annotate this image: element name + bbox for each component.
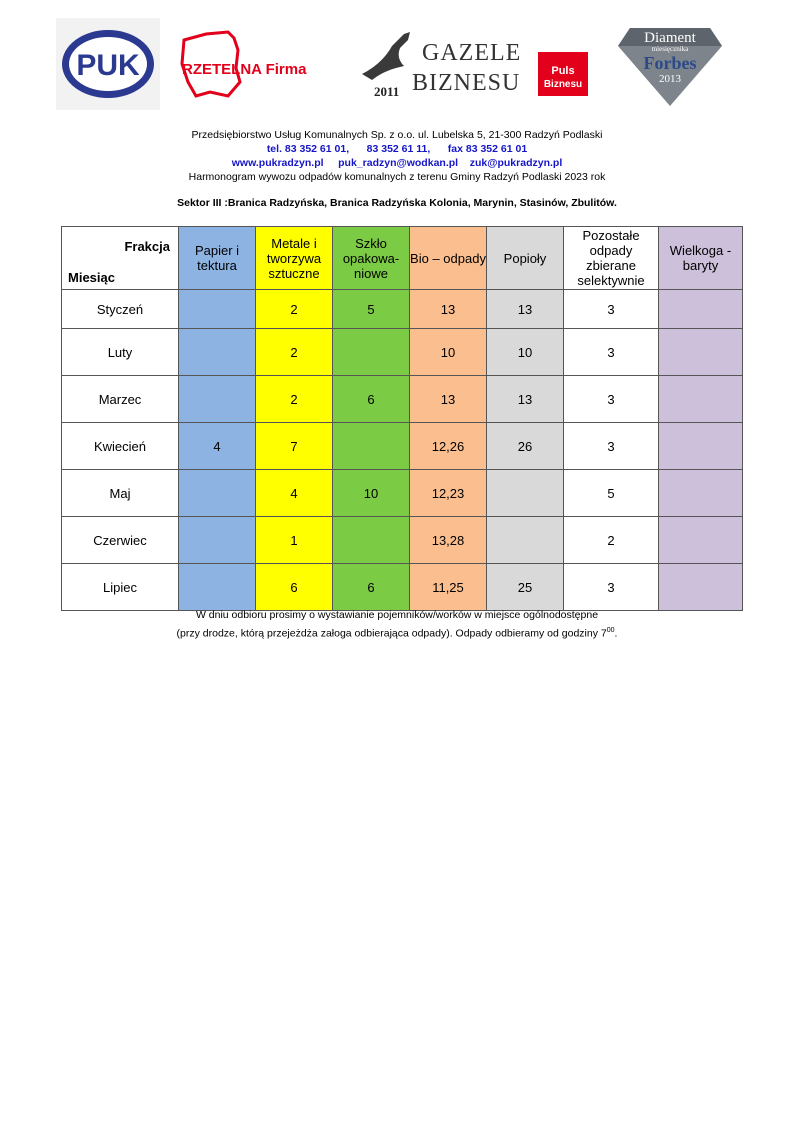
cell-ash: [487, 517, 564, 564]
table-row: [62, 290, 743, 329]
column-header-paper: Papier i tektura: [179, 227, 256, 290]
puls-text-2: Biznesu: [543, 79, 583, 90]
column-header-glass: Szkło opakowa-niowe: [333, 227, 410, 290]
column-header-other-selective: Pozostałe odpady zbierane selektywnie: [564, 227, 659, 290]
cell-other-selective: 3: [564, 376, 659, 423]
column-header-metal-plastic: Metale i tworzywa sztuczne: [256, 227, 333, 290]
footer-line-1: W dniu odbioru prosimy o wystawianie pojemników/worków w miejsce ogólnodostępne: [195, 609, 599, 621]
cell-metal-plastic: 2: [256, 329, 333, 376]
forbes-diament-logo: [616, 24, 724, 108]
table-row: [62, 376, 743, 423]
cell-metal-plastic: 1: [256, 517, 333, 564]
footer-line-2: [0, 623, 794, 642]
puk-logo-text: PUK: [76, 49, 140, 82]
cell-other-selective: 3: [564, 290, 659, 329]
cell-ash: 13: [487, 290, 564, 329]
footer-line-2-text: (przy drodze, którą przejeżdża załoga odbierająca odpady). Odpady odbieramy od godziny 7: [176, 627, 607, 640]
month-label: Miesiąc: [68, 270, 115, 285]
column-header-ash: Popioły: [487, 227, 564, 290]
month-cell: Luty: [62, 329, 179, 376]
cell-ash: [487, 470, 564, 517]
company-header: [0, 128, 794, 184]
month-cell: Maj: [62, 470, 179, 517]
cell-paper: [179, 329, 256, 376]
fraction-label: Frakcja: [124, 239, 170, 254]
cell-bulky: [659, 470, 743, 517]
puk-logo: [56, 18, 160, 110]
cell-bulky: [659, 329, 743, 376]
table-header-row: [62, 227, 743, 290]
cell-other-selective: 3: [564, 329, 659, 376]
month-cell: Marzec: [62, 376, 179, 423]
cell-paper: [179, 517, 256, 564]
footer-hour-sup: 00: [606, 627, 615, 634]
sector-title: Sektor III :Branica Radzyńska, Branica Radzyńska Kolonia, Marynin, Stasinów, Zbulitów.: [177, 197, 617, 209]
gazele-biznesu-logo: [352, 24, 594, 104]
table-row: [62, 329, 743, 376]
schedule-title: Harmonogram wywozu odpadów komunalnych z terenu Gminy Radzyń Podlaski 2023 rok: [188, 171, 606, 183]
table-corner-cell: [62, 227, 179, 290]
collection-schedule-table: [61, 226, 743, 611]
cell-bio: 13: [410, 376, 487, 423]
cell-glass: 5: [333, 290, 410, 329]
cell-metal-plastic: 6: [256, 564, 333, 611]
month-cell: Kwiecień: [62, 423, 179, 470]
cell-glass: [333, 329, 410, 376]
cell-bio: 12,23: [410, 470, 487, 517]
cell-bulky: [659, 423, 743, 470]
cell-bio: 13: [410, 290, 487, 329]
company-phones: tel. 83 352 61 01, 83 352 61 11, fax 83 352 61 01: [266, 143, 528, 155]
cell-glass: 6: [333, 376, 410, 423]
cell-metal-plastic: 2: [256, 376, 333, 423]
cell-metal-plastic: 7: [256, 423, 333, 470]
gazele-title-1: GAZELE: [422, 40, 522, 66]
cell-glass: 10: [333, 470, 410, 517]
gazele-year: 2011: [374, 84, 400, 99]
cell-ash: 25: [487, 564, 564, 611]
forbes-text-3: Forbes: [643, 53, 697, 73]
rzetelna-firma-logo: [176, 20, 326, 110]
cell-ash: 26: [487, 423, 564, 470]
table-row: [62, 423, 743, 470]
rzetelna-text: RZETELNA Firma: [182, 61, 307, 78]
cell-other-selective: 3: [564, 564, 659, 611]
cell-bio: 12,26: [410, 423, 487, 470]
cell-bio: 11,25: [410, 564, 487, 611]
forbes-text-1: Diament: [644, 30, 696, 46]
cell-bulky: [659, 290, 743, 329]
cell-bio: 13,28: [410, 517, 487, 564]
cell-bio: 10: [410, 329, 487, 376]
table-row: [62, 564, 743, 611]
cell-other-selective: 5: [564, 470, 659, 517]
forbes-text-2: miesięcznika: [651, 45, 689, 53]
cell-ash: 10: [487, 329, 564, 376]
cell-bulky: [659, 376, 743, 423]
table-row: [62, 470, 743, 517]
cell-paper: [179, 564, 256, 611]
cell-other-selective: 2: [564, 517, 659, 564]
cell-glass: 6: [333, 564, 410, 611]
forbes-text-4: 2013: [659, 73, 681, 85]
cell-glass: [333, 517, 410, 564]
cell-paper: [179, 290, 256, 329]
cell-ash: 13: [487, 376, 564, 423]
cell-bulky: [659, 564, 743, 611]
cell-paper: [179, 470, 256, 517]
table-row: [62, 517, 743, 564]
column-header-bulky: Wielkoga - baryty: [659, 227, 743, 290]
cell-metal-plastic: 4: [256, 470, 333, 517]
footer-note: [0, 608, 794, 642]
company-web-email: www.pukradzyn.pl puk_radzyn@wodkan.pl zuk@pukradzyn.pl: [231, 157, 563, 169]
puls-text-1: Puls: [551, 65, 575, 77]
month-cell: Styczeń: [62, 290, 179, 329]
cell-paper: 4: [179, 423, 256, 470]
cell-paper: [179, 376, 256, 423]
cell-metal-plastic: 2: [256, 290, 333, 329]
footer-line-2-end: .: [614, 627, 618, 640]
company-address: Przedsiębiorstwo Usług Komunalnych Sp. z o.o. ul. Lubelska 5, 21-300 Radzyń Podlaski: [191, 129, 603, 141]
column-header-bio: Bio – odpady: [410, 227, 487, 290]
logo-bar: [0, 22, 794, 112]
month-cell: Czerwiec: [62, 517, 179, 564]
cell-other-selective: 3: [564, 423, 659, 470]
gazele-title-2: BIZNESU: [412, 70, 521, 96]
month-cell: Lipiec: [62, 564, 179, 611]
cell-bulky: [659, 517, 743, 564]
cell-glass: [333, 423, 410, 470]
